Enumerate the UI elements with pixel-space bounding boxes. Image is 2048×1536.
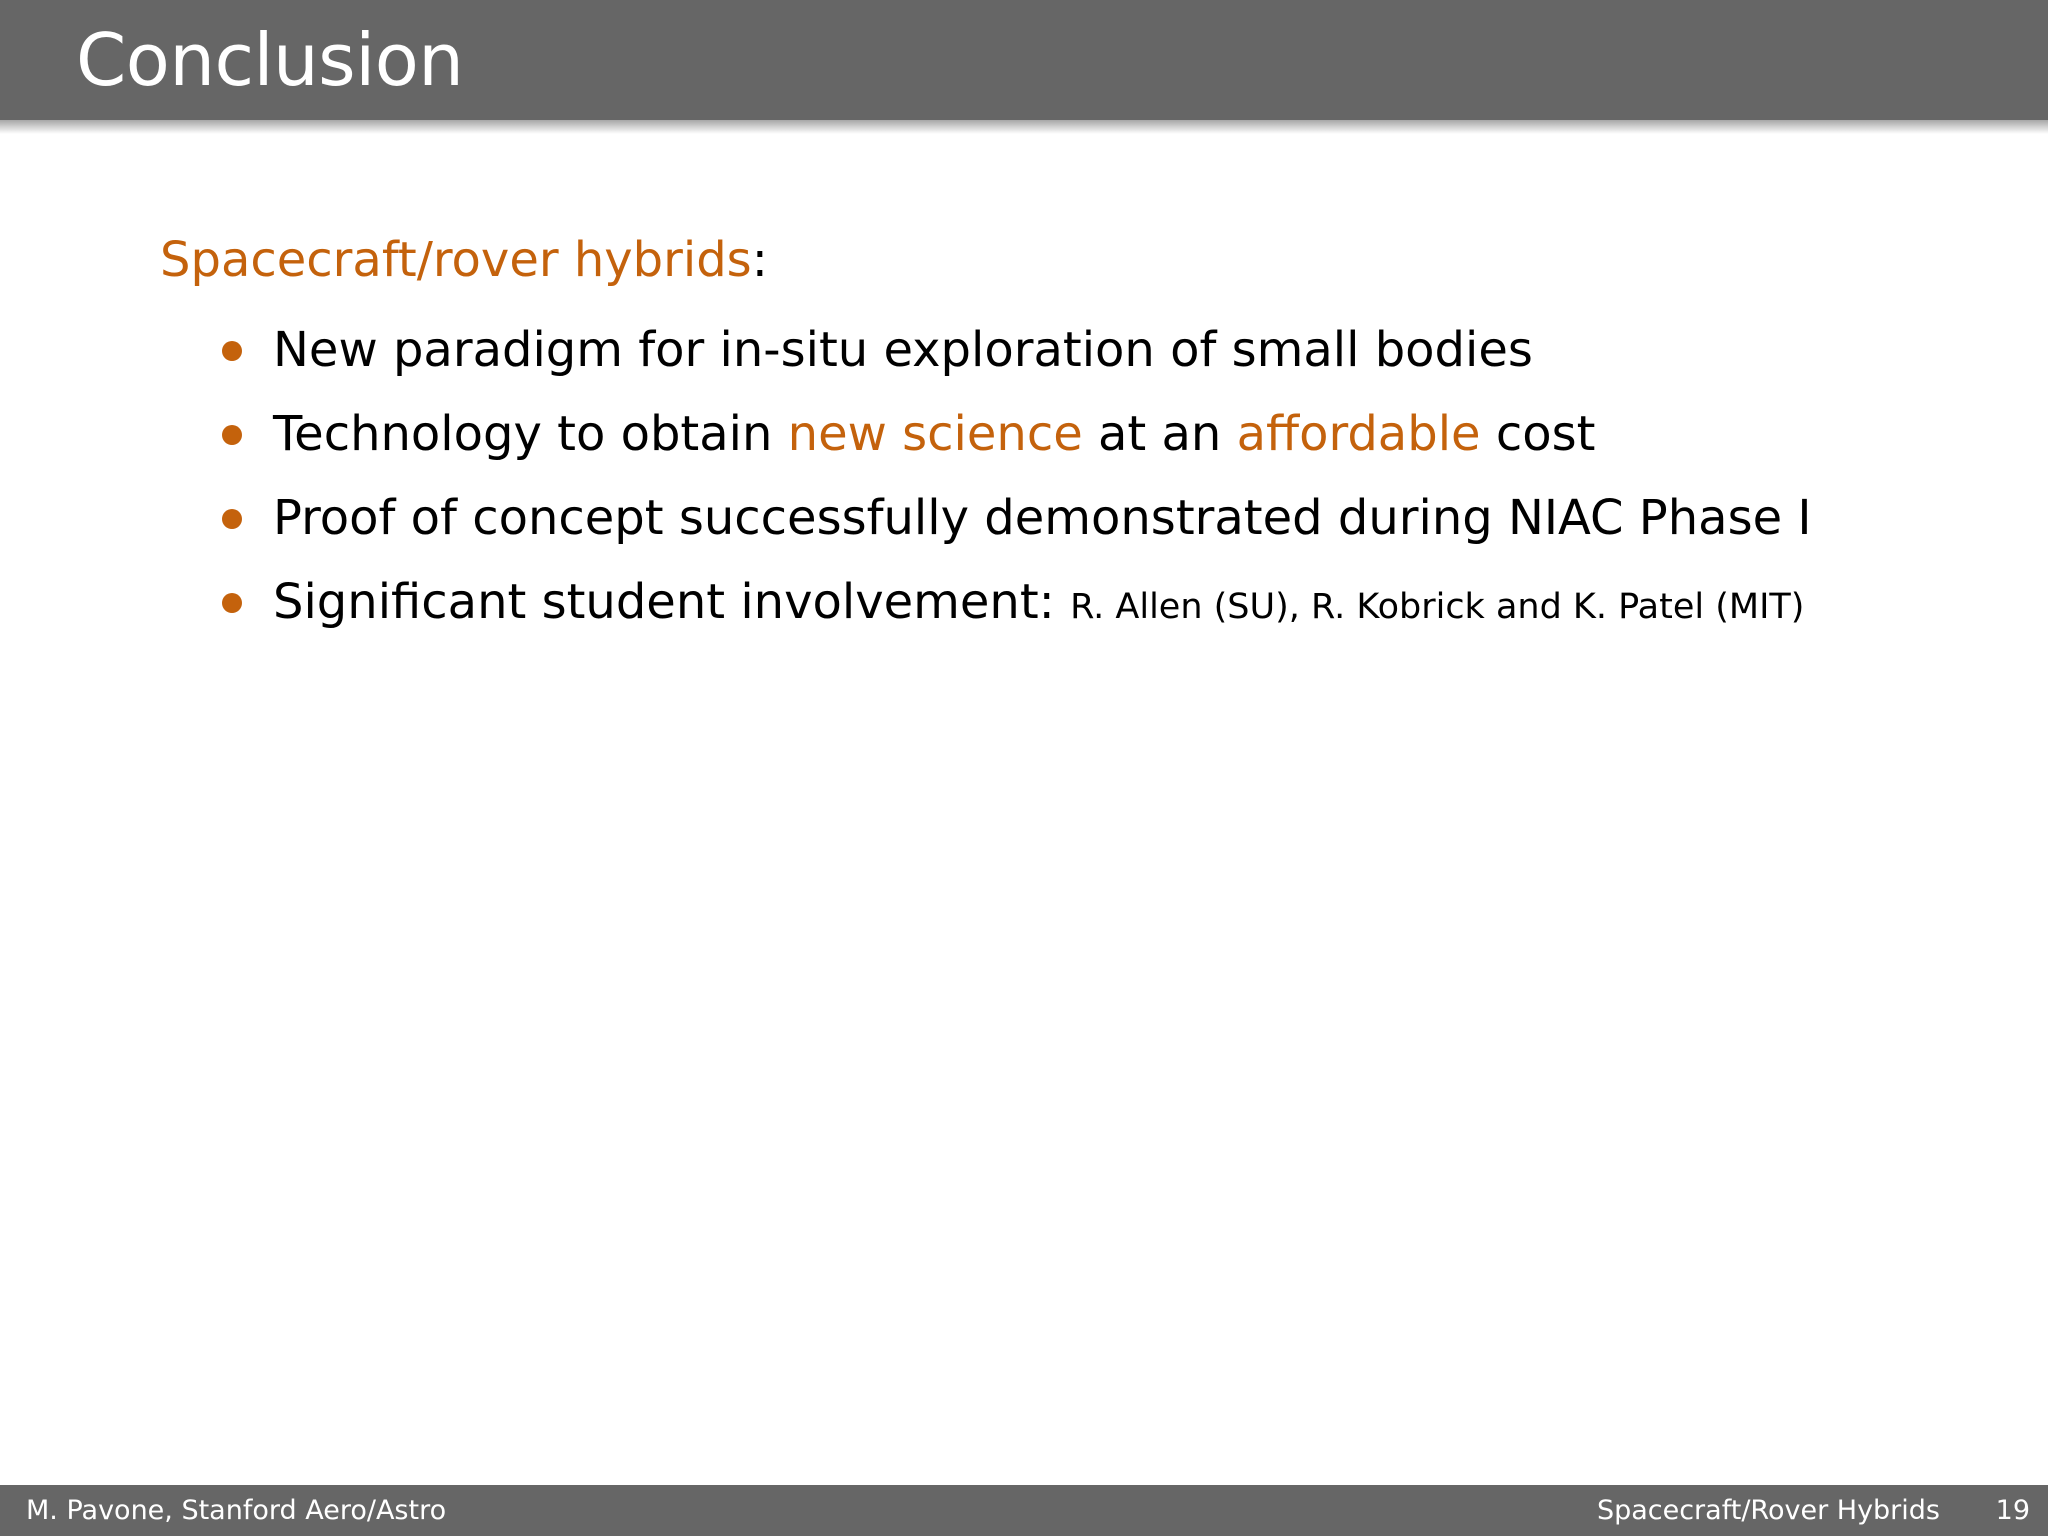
bullet-text: Significant student involvement: xyxy=(273,574,1055,630)
bullet-marker-icon xyxy=(222,509,242,529)
bullet-list xyxy=(160,308,1980,649)
bullet-item xyxy=(160,476,1980,560)
bullet-text: New paradigm for in-situ exploration of small bodies xyxy=(273,322,1533,378)
lead-accent-text: Spacecraft/rover hybrids xyxy=(160,232,752,288)
student-names: R. Allen (SU), R. Kobrick and K. Patel (MIT) xyxy=(1070,587,1805,627)
title-bar xyxy=(0,0,2048,120)
footer-author: M. Pavone, Stanford Aero/Astro xyxy=(26,1495,447,1526)
bullet-marker-icon xyxy=(222,425,242,445)
lead-line xyxy=(160,226,1980,294)
bullet-accent-new-science: new science xyxy=(787,406,1083,462)
bullet-marker-icon xyxy=(222,341,242,361)
bullet-item xyxy=(160,560,1980,649)
bullet-text-part: cost xyxy=(1480,406,1596,462)
bullet-text-part: at an xyxy=(1082,406,1237,462)
lead-suffix: : xyxy=(751,232,768,288)
bullet-marker-icon xyxy=(222,593,242,613)
slide-content xyxy=(160,226,1980,649)
title-bar-shadow xyxy=(0,120,2048,134)
page-number: 19 xyxy=(1995,1495,2030,1526)
bullet-text: Proof of concept successfully demonstrated during NIAC Phase I xyxy=(273,490,1812,546)
bullet-text-part: Technology to obtain xyxy=(273,406,788,462)
slide-title: Conclusion xyxy=(76,18,464,102)
bullet-accent-affordable: affordable xyxy=(1236,406,1481,462)
bullet-item xyxy=(160,392,1980,476)
footer-presentation-title: Spacecraft/Rover Hybrids xyxy=(1596,1495,1940,1526)
bullet-item xyxy=(160,308,1980,392)
footer-bar xyxy=(0,1485,2048,1536)
